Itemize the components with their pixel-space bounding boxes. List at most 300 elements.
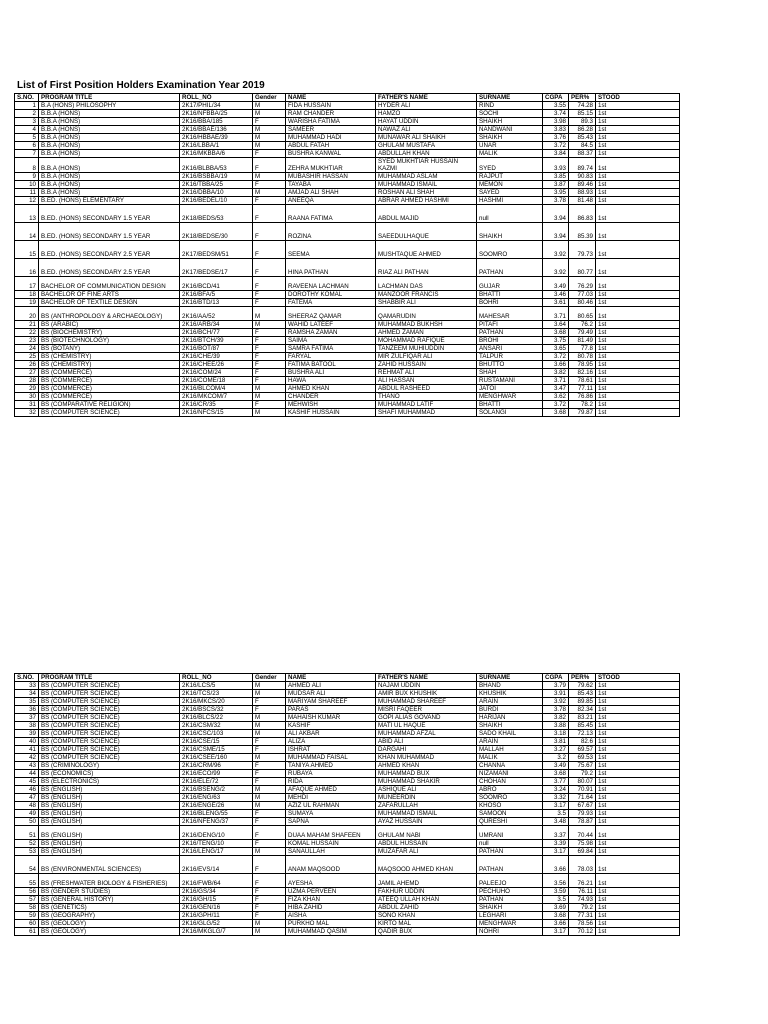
- cell-program: BS (COMPUTER SCIENCE): [39, 698, 180, 706]
- header-sno: S.NO.: [15, 94, 39, 102]
- cell-gender: M: [253, 142, 286, 150]
- cell-surname: SADO KHAIL: [477, 730, 543, 738]
- cell-per: 90.83: [569, 173, 596, 181]
- cell-sno: 20: [15, 307, 39, 321]
- cell-roll: 2K16/NFBBA/25: [180, 110, 253, 118]
- cell-surname: MENGHWAR: [477, 393, 543, 401]
- header-stood: STOOD: [596, 94, 680, 102]
- cell-program: BS (GEOLOGY): [39, 920, 180, 928]
- cell-name: MUHAMMAD QASIM: [286, 928, 376, 936]
- cell-sno: 13: [15, 205, 39, 223]
- cell-gender: M: [253, 920, 286, 928]
- cell-roll: 2K16/COME/18: [180, 377, 253, 385]
- cell-program: BS (GENDER STUDIES): [39, 888, 180, 896]
- cell-sno: 46: [15, 786, 39, 794]
- cell-surname: MEMON: [477, 181, 543, 189]
- cell-surname: MALIK: [477, 150, 543, 158]
- cell-program: BS (ENGLISH): [39, 818, 180, 826]
- cell-surname: null: [477, 840, 543, 848]
- cell-father: ROSHAN ALI SHAH: [376, 189, 477, 197]
- table-row: [15, 896, 680, 904]
- cell-surname: RUSTAMANI: [477, 377, 543, 385]
- table-row: [15, 205, 680, 223]
- cell-name: PURKHO MAL: [286, 920, 376, 928]
- cell-per: 70.44: [569, 826, 596, 840]
- cell-stood: 1st: [596, 110, 680, 118]
- table-row: [15, 738, 680, 746]
- cell-stood: 1st: [596, 754, 680, 762]
- cell-cgpa: 3.72: [543, 353, 569, 361]
- table-row: [15, 259, 680, 277]
- cell-sno: 54: [15, 856, 39, 874]
- cell-surname: ARAIN: [477, 698, 543, 706]
- cell-stood: 1st: [596, 345, 680, 353]
- cell-stood: 1st: [596, 393, 680, 401]
- cell-roll: 2K16/GLG/52: [180, 920, 253, 928]
- cell-surname: PATHAN: [477, 259, 543, 277]
- cell-roll: 2K16/DBBA/10: [180, 189, 253, 197]
- table-row: [15, 912, 680, 920]
- cell-sno: 7: [15, 150, 39, 158]
- cell-surname: PATHAN: [477, 848, 543, 856]
- cell-roll: 2K16/BLCOM/4: [180, 385, 253, 393]
- cell-roll: 2K16/NFENG/37: [180, 818, 253, 826]
- cell-sno: 32: [15, 409, 39, 417]
- cell-name: WAHID LATEEF: [286, 321, 376, 329]
- cell-cgpa: 3.79: [543, 682, 569, 690]
- cell-per: 78.2: [569, 401, 596, 409]
- cell-gender: F: [253, 912, 286, 920]
- cell-surname: SHAIKH: [477, 223, 543, 241]
- cell-cgpa: 3.92: [543, 241, 569, 259]
- cell-program: BS (BIOTECHNOLOGY): [39, 337, 180, 345]
- cell-roll: 2K16/GS/34: [180, 888, 253, 896]
- cell-name: SHEERAZ QAMAR: [286, 307, 376, 321]
- position-holders-table-1: [14, 93, 680, 417]
- header-surname: SURNAME: [477, 94, 543, 102]
- cell-surname: PATHAN: [477, 896, 543, 904]
- cell-roll: 2K16/AA/52: [180, 307, 253, 321]
- cell-name: SAIMA: [286, 337, 376, 345]
- cell-name: AFAQUE AHMED: [286, 786, 376, 794]
- cell-surname: SHAIKH: [477, 134, 543, 142]
- cell-roll: 2K16/MKBBA/6: [180, 150, 253, 158]
- cell-sno: 51: [15, 826, 39, 840]
- table-row: [15, 401, 680, 409]
- cell-stood: 1st: [596, 189, 680, 197]
- cell-surname: BHUTTO: [477, 361, 543, 369]
- cell-gender: F: [253, 353, 286, 361]
- cell-surname: SHAIKH: [477, 118, 543, 126]
- cell-gender: F: [253, 118, 286, 126]
- cell-program: BS (COMPUTER SCIENCE): [39, 746, 180, 754]
- cell-surname: ABRO: [477, 786, 543, 794]
- cell-cgpa: 3.62: [543, 393, 569, 401]
- cell-cgpa: 3.72: [543, 142, 569, 150]
- cell-roll: 2K16/BTD/13: [180, 299, 253, 307]
- header-per: PER%: [569, 674, 596, 682]
- cell-per: 78.56: [569, 920, 596, 928]
- cell-roll: 2K16/LBBA/1: [180, 142, 253, 150]
- cell-sno: 6: [15, 142, 39, 150]
- cell-cgpa: 3.68: [543, 770, 569, 778]
- cell-gender: F: [253, 241, 286, 259]
- cell-stood: 1st: [596, 746, 680, 754]
- cell-father: ZAFARULLAH: [376, 802, 477, 810]
- header-sno: S.NO.: [15, 674, 39, 682]
- cell-father: MUNEERDIN: [376, 794, 477, 802]
- position-holders-table-2: [14, 673, 680, 936]
- table-row: [15, 291, 680, 299]
- cell-name: RAM CHANDER: [286, 110, 376, 118]
- header-per: PER%: [569, 94, 596, 102]
- cell-sno: 59: [15, 912, 39, 920]
- cell-roll: 2K16/LCS/5: [180, 682, 253, 690]
- table-row: [15, 802, 680, 810]
- cell-father: MUNAWAR ALI SHAIKH: [376, 134, 477, 142]
- cell-father: MUHAMMAD AFZAL: [376, 730, 477, 738]
- table-row: [15, 393, 680, 401]
- cell-sno: 44: [15, 770, 39, 778]
- cell-cgpa: 3.27: [543, 746, 569, 754]
- cell-surname: KHOSO: [477, 802, 543, 810]
- cell-name: MUHAMMAD HADI: [286, 134, 376, 142]
- cell-program: BS (ENGLISH): [39, 848, 180, 856]
- table-row: [15, 810, 680, 818]
- header-gender: Gender: [253, 94, 286, 102]
- cell-gender: F: [253, 401, 286, 409]
- cell-surname: GUJAR: [477, 277, 543, 291]
- cell-per: 85.45: [569, 722, 596, 730]
- cell-roll: 2K16/TBBA/25: [180, 181, 253, 189]
- cell-sno: 50: [15, 818, 39, 826]
- page-title: List of First Position Holders Examination Year 2019: [17, 80, 265, 91]
- cell-stood: 1st: [596, 181, 680, 189]
- cell-name: FATIMA BATOOL: [286, 361, 376, 369]
- cell-cgpa: 3.49: [543, 762, 569, 770]
- cell-father: QAMARUDIN: [376, 307, 477, 321]
- cell-father: ABDULLAH KHAN: [376, 150, 477, 158]
- cell-name: ABDUL FATAH: [286, 142, 376, 150]
- cell-name: UZMA PERVEEN: [286, 888, 376, 896]
- cell-program: BS (ARABIC): [39, 321, 180, 329]
- cell-surname: NOHRI: [477, 928, 543, 936]
- table-row: [15, 241, 680, 259]
- table-row: [15, 754, 680, 762]
- cell-sno: 22: [15, 329, 39, 337]
- cell-name: SAMEER: [286, 126, 376, 134]
- cell-per: 79.73: [569, 241, 596, 259]
- cell-program: B.B.A (HONS): [39, 150, 180, 158]
- cell-surname: RIND: [477, 102, 543, 110]
- cell-sno: 5: [15, 134, 39, 142]
- cell-surname: RAJPUT: [477, 173, 543, 181]
- cell-sno: 19: [15, 299, 39, 307]
- cell-gender: F: [253, 904, 286, 912]
- cell-gender: M: [253, 409, 286, 417]
- cell-cgpa: 3.65: [543, 345, 569, 353]
- cell-surname: SOOMRO: [477, 794, 543, 802]
- cell-gender: M: [253, 722, 286, 730]
- cell-sno: 30: [15, 393, 39, 401]
- cell-cgpa: 3.49: [543, 277, 569, 291]
- table-row: [15, 856, 680, 874]
- cell-surname: QURESHI: [477, 818, 543, 826]
- cell-gender: F: [253, 810, 286, 818]
- cell-name: TAYABA: [286, 181, 376, 189]
- cell-program: BS (ANTHROPOLOGY & ARCHAEOLOGY): [39, 307, 180, 321]
- cell-name: SANAULLAH: [286, 848, 376, 856]
- cell-father: FAKHUR UDDIN: [376, 888, 477, 896]
- cell-cgpa: 3.17: [543, 928, 569, 936]
- cell-program: B.ED. (HONS) SECONDARY 1.5 YEAR: [39, 223, 180, 241]
- cell-roll: 2K17/PHIL/34: [180, 102, 253, 110]
- cell-stood: 1st: [596, 856, 680, 874]
- cell-cgpa: 3.17: [543, 802, 569, 810]
- cell-sno: 26: [15, 361, 39, 369]
- cell-program: BS (GENETICS): [39, 904, 180, 912]
- cell-per: 82.34: [569, 706, 596, 714]
- cell-program: BS (ENGLISH): [39, 810, 180, 818]
- cell-program: B.B.A (HONS): [39, 173, 180, 181]
- cell-per: 89.74: [569, 158, 596, 173]
- cell-surname: CHOHAN: [477, 778, 543, 786]
- cell-stood: 1st: [596, 205, 680, 223]
- table-row: [15, 337, 680, 345]
- table-row: [15, 197, 680, 205]
- cell-gender: F: [253, 299, 286, 307]
- cell-name: SEEMA: [286, 241, 376, 259]
- cell-name: ROZINA: [286, 223, 376, 241]
- cell-surname: MENGHWAR: [477, 920, 543, 928]
- cell-cgpa: 3.64: [543, 321, 569, 329]
- cell-sno: 45: [15, 778, 39, 786]
- cell-per: 88.93: [569, 189, 596, 197]
- cell-father: ABRAR AHMED HASHMI: [376, 197, 477, 205]
- cell-stood: 1st: [596, 904, 680, 912]
- cell-per: 74.28: [569, 102, 596, 110]
- cell-per: 78.03: [569, 856, 596, 874]
- cell-per: 86.28: [569, 126, 596, 134]
- table-row: [15, 888, 680, 896]
- cell-gender: M: [253, 134, 286, 142]
- cell-name: KASHIF: [286, 722, 376, 730]
- cell-per: 85.15: [569, 110, 596, 118]
- cell-program: B.B.A (HONS): [39, 126, 180, 134]
- cell-gender: F: [253, 181, 286, 189]
- cell-father: RIAZ ALI PATHAN: [376, 259, 477, 277]
- cell-sno: 57: [15, 896, 39, 904]
- cell-sno: 4: [15, 126, 39, 134]
- cell-gender: F: [253, 277, 286, 291]
- table-row: [15, 345, 680, 353]
- cell-name: CHANDER: [286, 393, 376, 401]
- cell-roll: 2K16/BBAE/136: [180, 126, 253, 134]
- cell-surname: UNAR: [477, 142, 543, 150]
- cell-cgpa: 3.56: [543, 874, 569, 888]
- cell-gender: M: [253, 802, 286, 810]
- cell-per: 85.39: [569, 223, 596, 241]
- cell-name: HIBA ZAHID: [286, 904, 376, 912]
- table-row: [15, 682, 680, 690]
- cell-roll: 2K16/BBA/185: [180, 118, 253, 126]
- cell-gender: F: [253, 698, 286, 706]
- cell-gender: M: [253, 794, 286, 802]
- cell-gender: F: [253, 197, 286, 205]
- cell-program: BS (ENGLISH): [39, 794, 180, 802]
- cell-name: ZEHRA MUKHTIAR: [286, 158, 376, 173]
- cell-roll: 2K16/CR/35: [180, 401, 253, 409]
- cell-surname: SHAIKH: [477, 904, 543, 912]
- cell-sno: 33: [15, 682, 39, 690]
- cell-program: BS (COMMERCE): [39, 393, 180, 401]
- cell-cgpa: 3.66: [543, 856, 569, 874]
- cell-cgpa: 3.71: [543, 307, 569, 321]
- cell-gender: F: [253, 746, 286, 754]
- cell-father: MOHAMMAD RAFIQUE: [376, 337, 477, 345]
- cell-stood: 1st: [596, 848, 680, 856]
- cell-cgpa: 3.83: [543, 126, 569, 134]
- cell-cgpa: 3.17: [543, 848, 569, 856]
- cell-name: MEHDI: [286, 794, 376, 802]
- table-1-body: [15, 94, 680, 417]
- cell-cgpa: 3.85: [543, 173, 569, 181]
- cell-stood: 1st: [596, 714, 680, 722]
- cell-stood: 1st: [596, 896, 680, 904]
- cell-sno: 52: [15, 840, 39, 848]
- cell-sno: 56: [15, 888, 39, 896]
- cell-gender: F: [253, 205, 286, 223]
- table-2-body: [15, 674, 680, 936]
- cell-gender: M: [253, 126, 286, 134]
- cell-gender: F: [253, 762, 286, 770]
- cell-cgpa: 3.46: [543, 291, 569, 299]
- cell-cgpa: 3.32: [543, 794, 569, 802]
- table-row: [15, 746, 680, 754]
- cell-per: 80.46: [569, 299, 596, 307]
- header-cgpa: CGPA: [543, 674, 569, 682]
- cell-father: GOPI ALIAS GOVAND: [376, 714, 477, 722]
- cell-father: TANZEEM MUHIUDDIN: [376, 345, 477, 353]
- cell-sno: 41: [15, 746, 39, 754]
- cell-cgpa: 3.93: [543, 158, 569, 173]
- cell-roll: 2K16/GH/15: [180, 896, 253, 904]
- table-row: [15, 142, 680, 150]
- cell-father: KIRTO MAL: [376, 920, 477, 928]
- cell-father: REHMAT ALI: [376, 369, 477, 377]
- cell-father: SONO KHAN: [376, 912, 477, 920]
- header-name: NAME: [286, 674, 376, 682]
- cell-roll: 2K16/CHEE/26: [180, 361, 253, 369]
- cell-program: B.ED. (HONS) ELEMENTARY: [39, 197, 180, 205]
- cell-cgpa: 3.18: [543, 730, 569, 738]
- cell-gender: M: [253, 848, 286, 856]
- cell-stood: 1st: [596, 920, 680, 928]
- cell-name: BUSHRA KANWAL: [286, 150, 376, 158]
- cell-name: MUHAMMAD FAISAL: [286, 754, 376, 762]
- cell-surname: SHAH: [477, 369, 543, 377]
- cell-sno: 3: [15, 118, 39, 126]
- cell-cgpa: 3.76: [543, 134, 569, 142]
- cell-gender: M: [253, 786, 286, 794]
- cell-surname: BHATTI: [477, 291, 543, 299]
- cell-name: FATEMA: [286, 299, 376, 307]
- cell-surname: SOCHI: [477, 110, 543, 118]
- cell-sno: 31: [15, 401, 39, 409]
- cell-gender: M: [253, 321, 286, 329]
- cell-sno: 40: [15, 738, 39, 746]
- table-row: [15, 173, 680, 181]
- cell-per: 89.46: [569, 181, 596, 189]
- cell-per: 80.65: [569, 307, 596, 321]
- cell-sno: 25: [15, 353, 39, 361]
- cell-surname: null: [477, 205, 543, 223]
- cell-stood: 1st: [596, 150, 680, 158]
- table-row: [15, 329, 680, 337]
- cell-program: B.A (HONS) PHILOSOPHY: [39, 102, 180, 110]
- table-row: [15, 377, 680, 385]
- cell-per: 77.8: [569, 345, 596, 353]
- cell-cgpa: 3.24: [543, 786, 569, 794]
- table-row: [15, 786, 680, 794]
- cell-cgpa: 3.77: [543, 778, 569, 786]
- cell-stood: 1st: [596, 912, 680, 920]
- table-row: [15, 118, 680, 126]
- cell-roll: 2K16/EVS/14: [180, 856, 253, 874]
- cell-sno: 11: [15, 189, 39, 197]
- cell-cgpa: 3.5: [543, 896, 569, 904]
- cell-father: ZAHID HUSSAIN: [376, 361, 477, 369]
- cell-sno: 23: [15, 337, 39, 345]
- cell-program: BS (BIOCHEMISTRY): [39, 329, 180, 337]
- cell-surname: NIZAMANI: [477, 770, 543, 778]
- table-row: [15, 385, 680, 393]
- cell-per: 89.85: [569, 698, 596, 706]
- cell-cgpa: 3.59: [543, 888, 569, 896]
- cell-name: SAMRA FATIMA: [286, 345, 376, 353]
- cell-father: MUHAMMAD SHAREEF: [376, 698, 477, 706]
- cell-sno: 60: [15, 920, 39, 928]
- table-row: [15, 840, 680, 848]
- cell-gender: F: [253, 223, 286, 241]
- cell-gender: F: [253, 369, 286, 377]
- cell-father: HAMZO: [376, 110, 477, 118]
- cell-per: 70.12: [569, 928, 596, 936]
- cell-gender: F: [253, 826, 286, 840]
- table-row: [15, 409, 680, 417]
- header-row: [15, 94, 680, 102]
- cell-cgpa: 3.91: [543, 690, 569, 698]
- cell-roll: 2K17/BEDSE/17: [180, 259, 253, 277]
- cell-stood: 1st: [596, 722, 680, 730]
- table-row: [15, 181, 680, 189]
- cell-stood: 1st: [596, 118, 680, 126]
- cell-cgpa: 3.84: [543, 150, 569, 158]
- cell-roll: 2K16/BCD/41: [180, 277, 253, 291]
- cell-stood: 1st: [596, 802, 680, 810]
- cell-gender: F: [253, 291, 286, 299]
- cell-father: LACHMAN DAS: [376, 277, 477, 291]
- cell-father: MUHAMMAD BUKHSH: [376, 321, 477, 329]
- cell-program: B.B.A (HONS): [39, 181, 180, 189]
- cell-father: MISRI FAQEER: [376, 706, 477, 714]
- cell-name: TANIYA AHMED: [286, 762, 376, 770]
- cell-stood: 1st: [596, 337, 680, 345]
- cell-name: MUDSAR ALI: [286, 690, 376, 698]
- cell-father: SAEEDULHAQUE: [376, 223, 477, 241]
- cell-stood: 1st: [596, 126, 680, 134]
- cell-stood: 1st: [596, 706, 680, 714]
